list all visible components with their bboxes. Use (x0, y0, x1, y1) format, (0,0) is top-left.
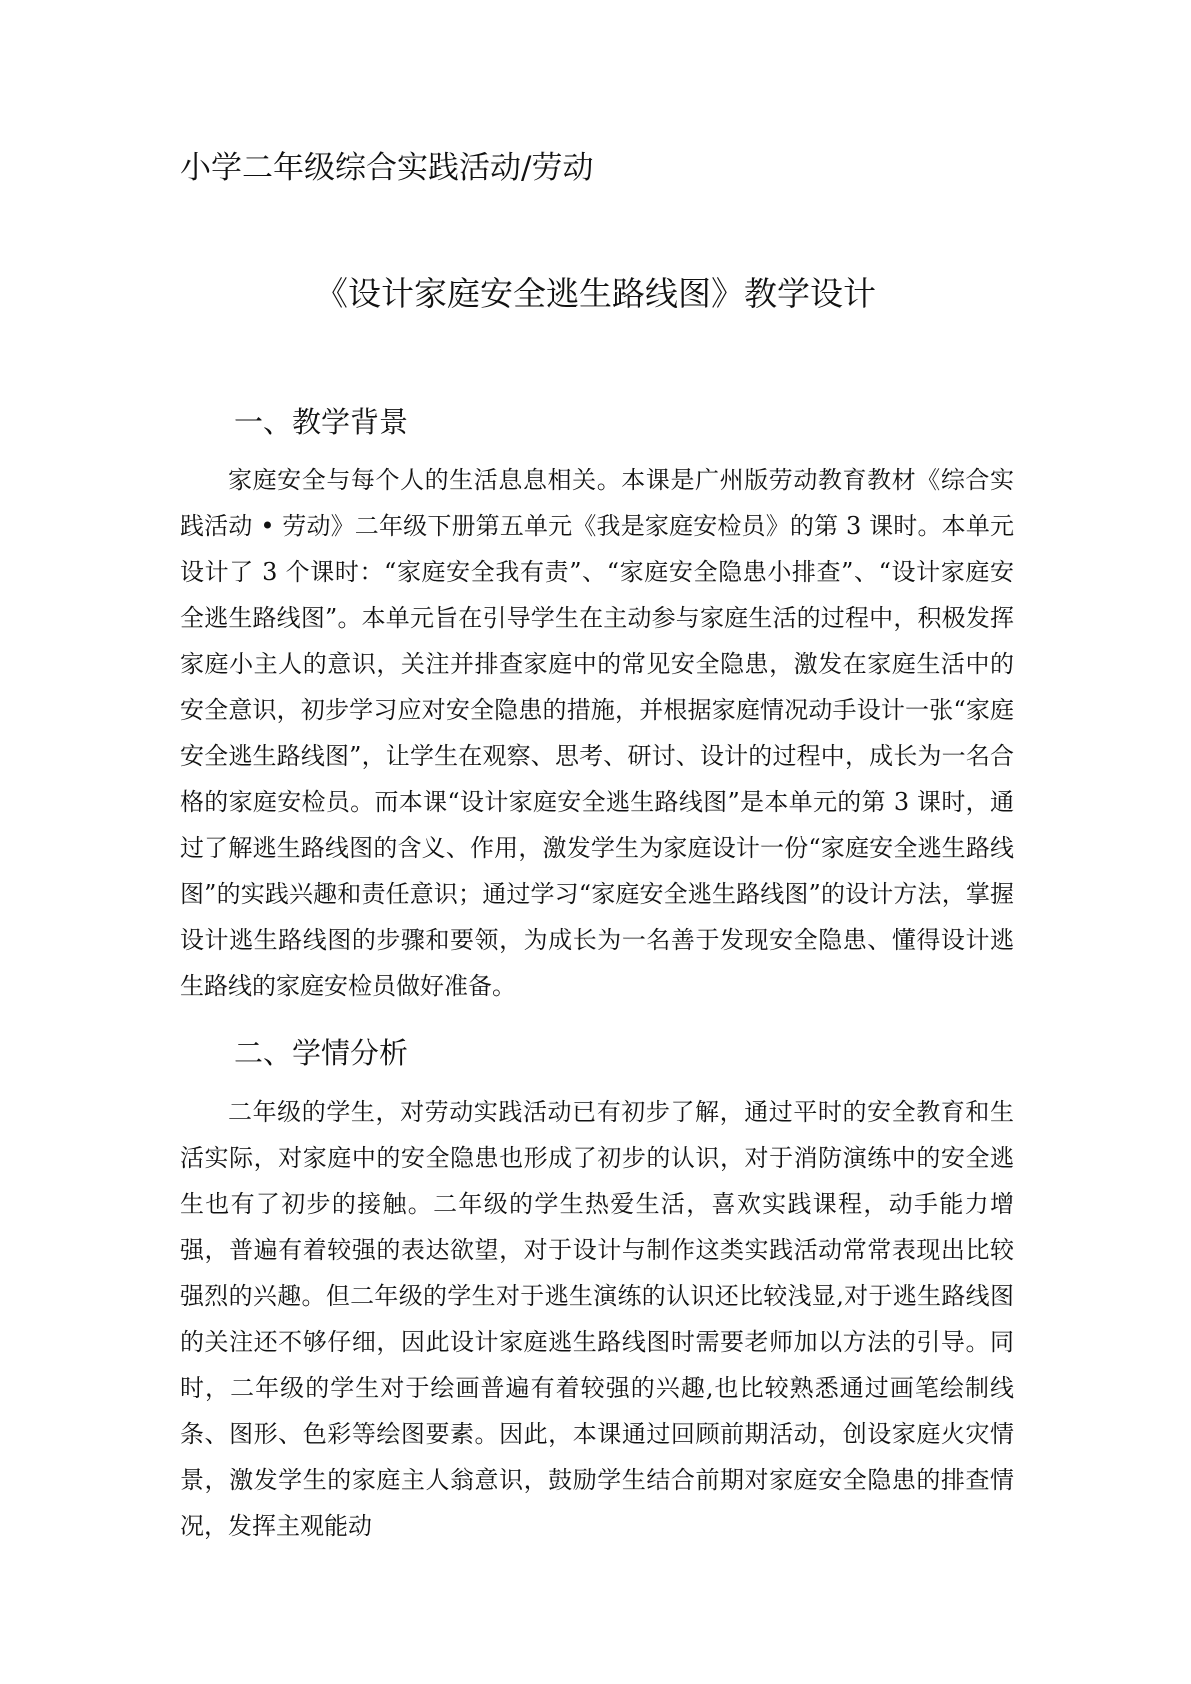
subject-line: 小学二年级综合实践活动/劳动 (180, 150, 594, 186)
paragraph-student-analysis: 二年级的学生，对劳动实践活动已有初步了解，通过平时的安全教育和生活实际，对家庭中的安全隐患也形成了初步的认识，对于消防演练中的安全逃生也有了初步的接触。二年级的学生热爱生活，喜欢实践课程，动手能力增强，普遍有着较强的表达欲望，对于设计与制作这类实践活动常常表现出比较强烈的兴趣。但二年级的学生对于逃生演练的认识还比较浅显,对于逃生路线图的关注还不够仔细，因此设计家庭逃生路线图时需要老师加以方法的引导。同时，二年级的学生对于绘画普遍有着较强的兴趣,也比较熟悉通过画笔绘制线条、图形、色彩等绘图要素。因此，本课通过回顾前期活动，创设家庭火灾情景，激发学生的家庭主人翁意识，鼓励学生结合前期对家庭安全隐患的排查情况，发挥主观能动 (180, 1098, 1014, 1540)
section-heading-student-analysis: 二、学情分析 (234, 1036, 409, 1070)
section-heading-teaching-background: 一、教学背景 (234, 405, 409, 439)
document-title: 《设计家庭安全逃生路线图》教学设计 (315, 274, 876, 313)
paragraph-teaching-background: 家庭安全与每个人的生活息息相关。本课是广州版劳动教育教材《综合实践活动 • 劳动》二年级下册第五单元《我是家庭安检员》的第 3 课时。本单元设计了 3 个课时：“家庭安全我有责”、“家庭安全隐患小排查”、“设计家庭安全逃生路线图”。本单元旨在引导学生在主动参与家庭生活的过程中，积极发挥家庭小主人的意识，关注并排查家庭中的常见安全隐患，激发在家庭生活中的安全意识，初步学习应对安全隐患的措施，并根据家庭情况动手设计一张“家庭安全逃生路线图”，让学生在观察、思考、研讨、设计的过程中，成长为一名合格的家庭安检员。而本课“设计家庭安全逃生路线图”是本单元的第 3 课时，通过了解逃生路线图的含义、作用，激发学生为家庭设计一份“家庭安全逃生路线图”的实践兴趣和责任意识；通过学习“家庭安全逃生路线图”的设计方法，掌握设计逃生路线图的步骤和要领，为成长为一名善于发现安全隐患、懂得设计逃生路线的家庭安检员做好准备。 (180, 466, 1014, 1000)
